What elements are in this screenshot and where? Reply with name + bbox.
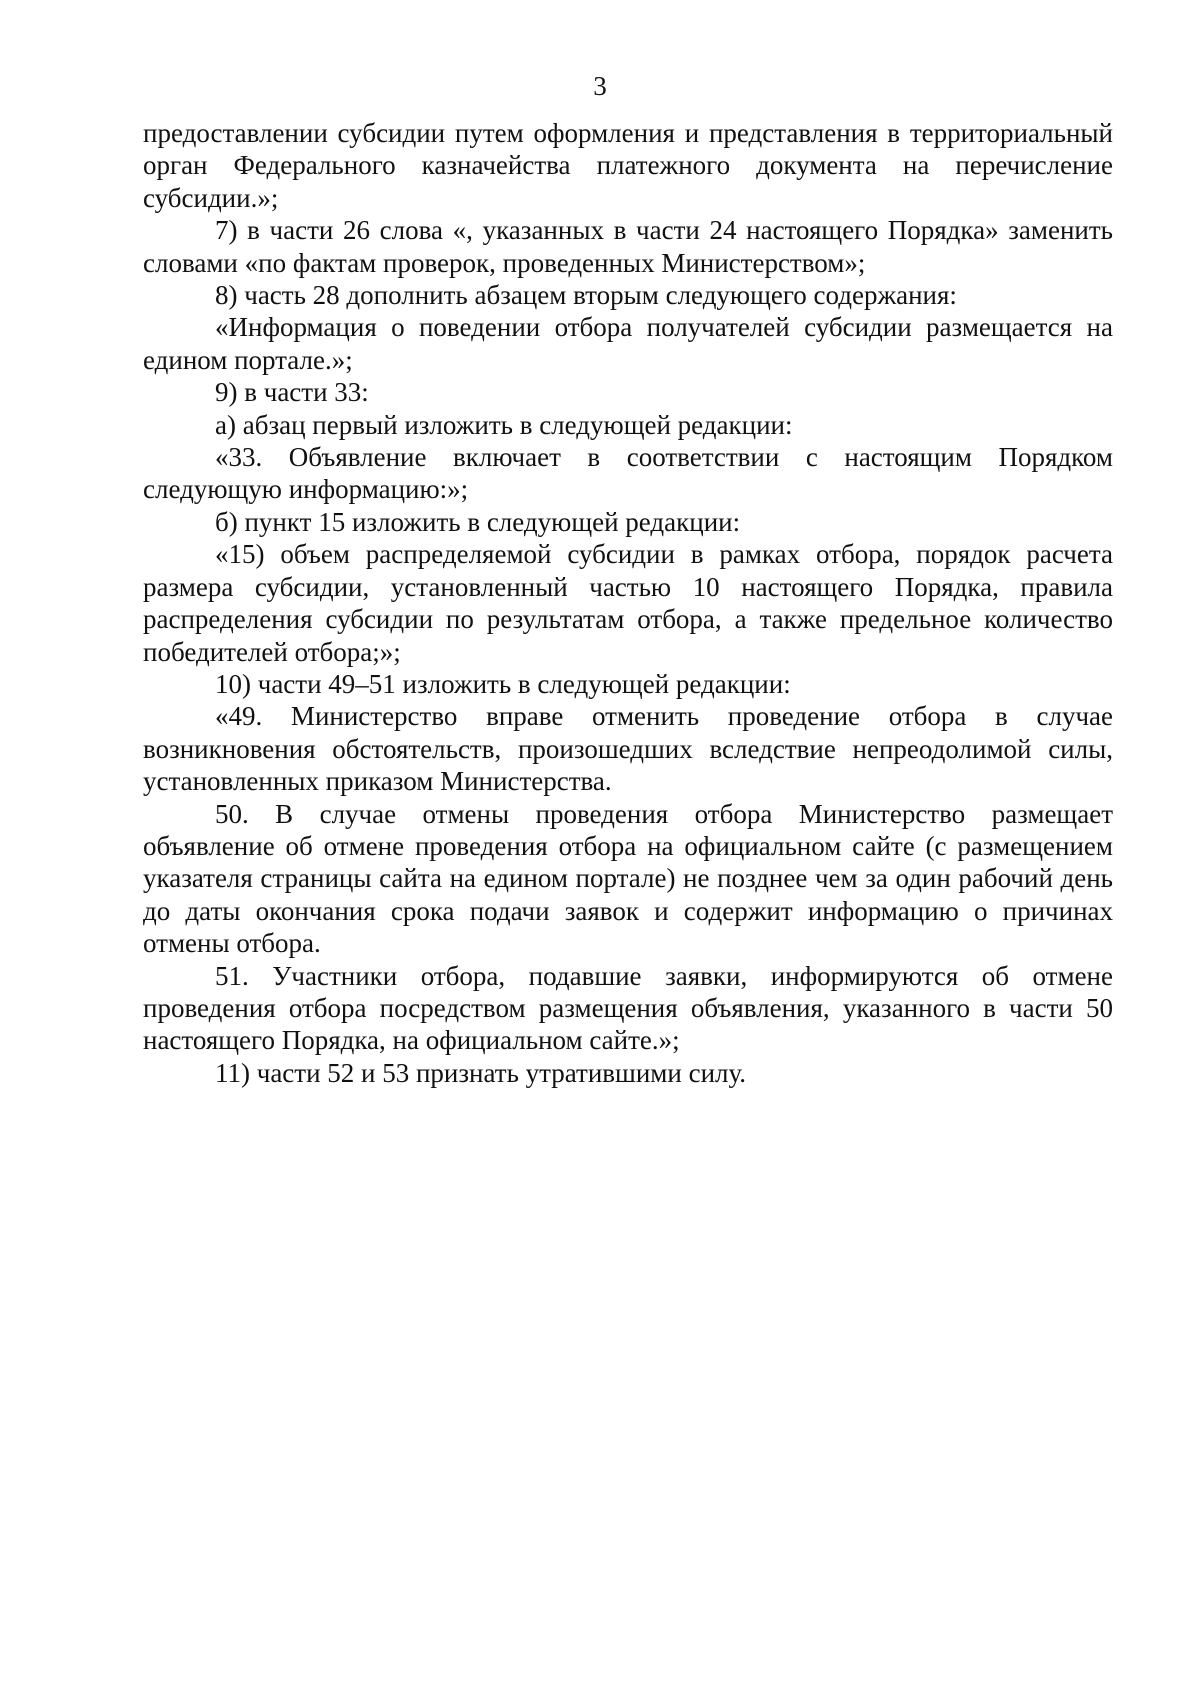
paragraph-12: 50. В случае отмены проведения отбора Министерство размещает объявление об отмене проведения отбора на официальном сайте (с размещением указателя страницы сайта на едином портале) не позднее чем за один рабочий день до даты окончания срока подачи заявок и содержит информацию о причинах отмены отбора. xyxy=(143,798,1113,959)
paragraph-11: «49. Министерство вправе отменить проведение отбора в случае возникновения обстоятельств, произошедших вследствие непреодолимой силы, установленных приказом Министерства. xyxy=(143,701,1113,797)
paragraph-6: а) абзац первый изложить в следующей редакции: xyxy=(215,409,793,440)
paragraph-3: 8) часть 28 дополнить абзацем вторым следующего содержания: xyxy=(215,280,957,311)
paragraph-10: 10) части 49–51 изложить в следующей редакции: xyxy=(215,668,791,699)
paragraph-7: «33. Объявление включает в соответствии с настоящим Порядком следующую информацию:»; xyxy=(143,442,1113,505)
paragraph-8: б) пункт 15 изложить в следующей редакции: xyxy=(215,506,741,537)
paragraph-1: предоставлении субсидии путем оформления и представления в территориальный орган Федерального казначейства платежного документа на перечисление субсидии.»; xyxy=(143,118,1113,213)
document-body xyxy=(143,117,1113,1089)
paragraph-9: «15) объем распределяемой субсидии в рамках отбора, порядок расчета размера субсидии, установленный частью 10 настоящего Порядка, правила распределения субсидии по результатам отбора, а также предельное количество победителей отбора;»; xyxy=(143,539,1113,667)
paragraph-4: «Информация о поведении отбора получателей субсидии размещается на едином портале.»; xyxy=(143,312,1113,375)
paragraph-14: 11) части 52 и 53 признать утратившими силу. xyxy=(215,1057,747,1088)
paragraph-13: 51. Участники отбора, подавшие заявки, информируются об отмене проведения отбора посредством размещения объявления, указанного в части 50 настоящего Порядка, на официальном сайте.»; xyxy=(143,960,1113,1056)
page-number: 3 xyxy=(593,71,607,101)
paragraph-5: 9) в части 33: xyxy=(215,377,369,408)
paragraph-2: 7) в части 26 слова «, указанных в части 24 настоящего Порядка» заменить словами «по фактам проверок, проведенных Министерством»; xyxy=(143,215,1113,278)
